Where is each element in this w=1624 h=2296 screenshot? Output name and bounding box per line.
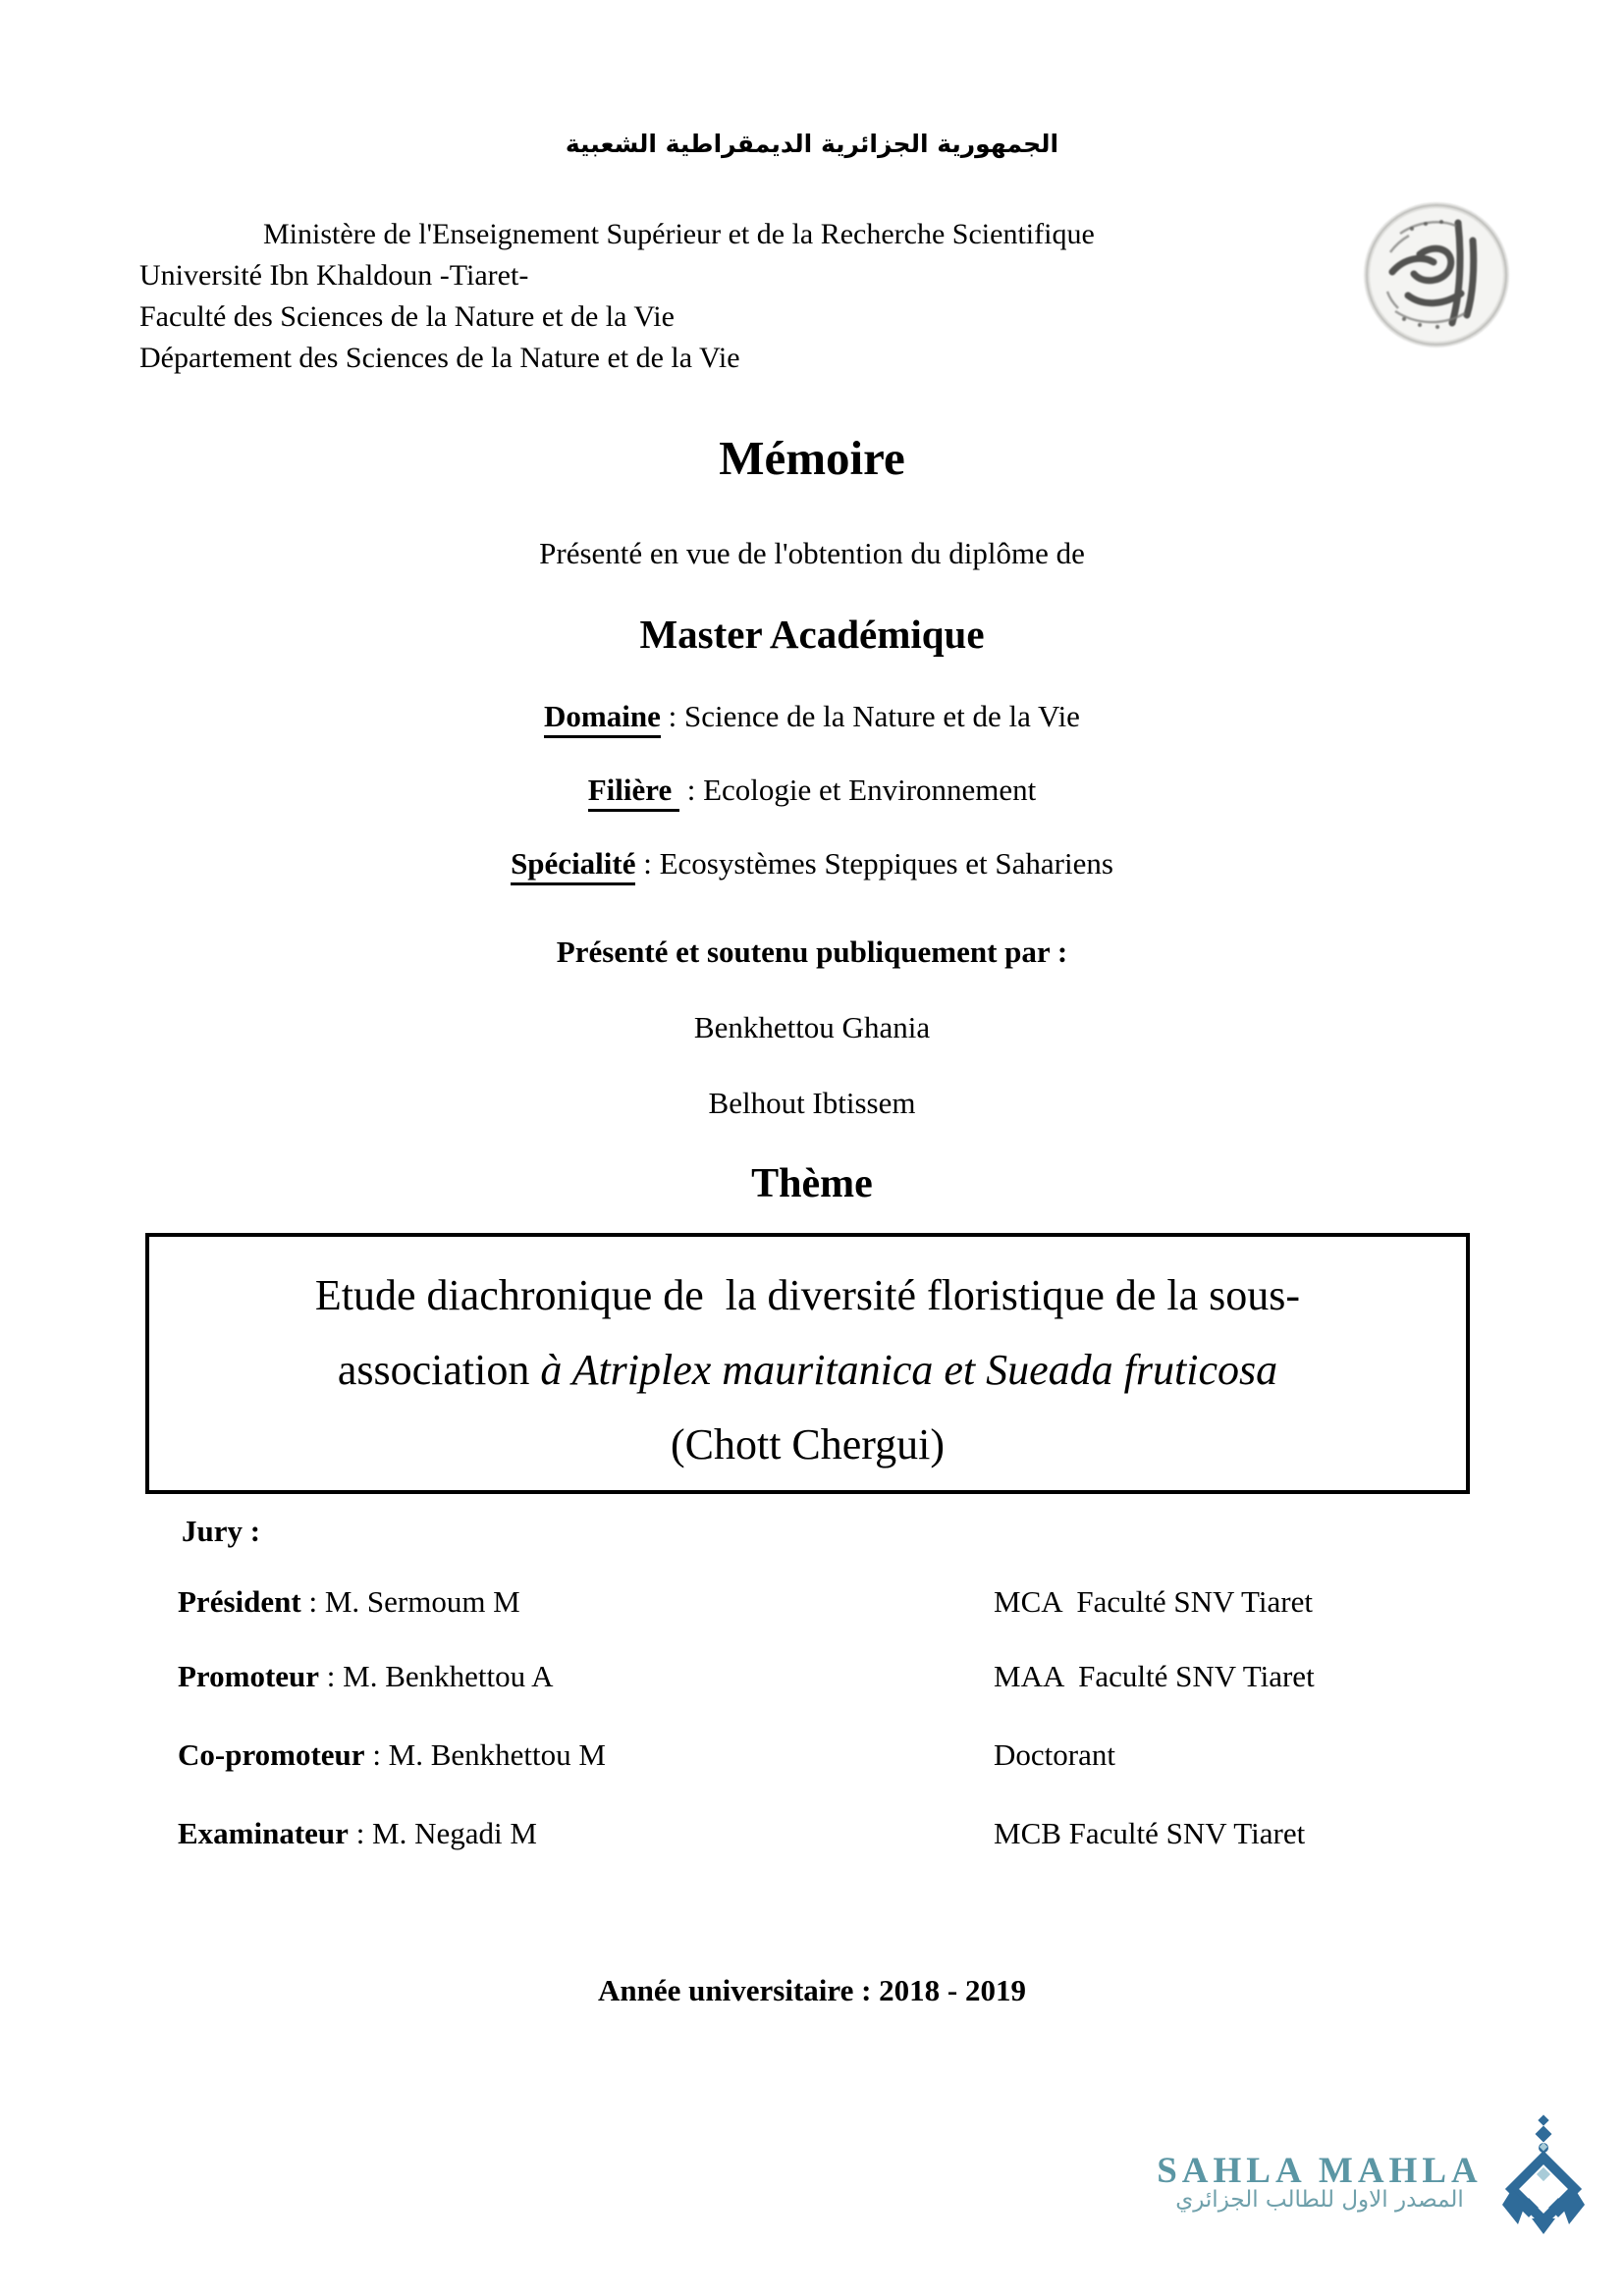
ministry-block xyxy=(139,214,1318,379)
field-row-filiere xyxy=(0,773,1624,808)
field-row-domaine xyxy=(0,699,1624,734)
filiere-value: : Ecologie et Environnement xyxy=(678,773,1037,807)
diploma-intro: Présenté en vue de l'obtention du diplôme de xyxy=(539,536,1085,570)
jury-name: : M. Benkhettou M xyxy=(364,1737,606,1772)
jury-role: Co-promoteur xyxy=(178,1737,365,1772)
theme-box xyxy=(145,1233,1470,1494)
filiere-label: Filière xyxy=(588,773,679,812)
theme-line-2 xyxy=(149,1333,1466,1408)
brand-name-text: SAHLA MAHLA xyxy=(1157,2151,1483,2191)
memoire-title: Mémoire xyxy=(719,431,905,485)
theme-line-2-prefix: association xyxy=(337,1346,541,1394)
arabic-republic-header: الجمهورية الجزائرية الديمقراطية الشعبية xyxy=(565,130,1059,158)
author-name: Belhout Ibtissem xyxy=(708,1086,916,1120)
jury-affiliation: MAA Faculté SNV Tiaret xyxy=(994,1659,1315,1693)
specialite-value: : Ecosystèmes Steppiques et Sahariens xyxy=(635,846,1113,881)
author-name: Benkhettou Ghania xyxy=(693,1010,931,1044)
sahla-mahla-watermark xyxy=(1137,2140,1598,2268)
brand-tagline-arabic: المصدر الاول للطالب الجزائري xyxy=(1175,2187,1464,2213)
theme-line-2-species: à Atriplex mauritanica et Sueada fruticosa xyxy=(540,1346,1278,1394)
field-row-specialite xyxy=(0,846,1624,881)
jury-member xyxy=(178,1816,537,1851)
specialite-label: Spécialité xyxy=(511,846,635,885)
jury-role: Examinateur xyxy=(178,1816,349,1850)
university-line: Université Ibn Khaldoun -Tiaret- xyxy=(139,259,529,292)
brand-emblem-icon xyxy=(1502,2114,1587,2252)
jury-name: : M. Sermoum M xyxy=(300,1584,520,1619)
jury-affiliation: MCA Faculté SNV Tiaret xyxy=(994,1584,1313,1619)
jury-role: Président xyxy=(178,1584,301,1619)
jury-member xyxy=(178,1659,554,1694)
domaine-value: : Science de la Nature et de la Vie xyxy=(660,699,1080,733)
degree-title: Master Académique xyxy=(639,612,985,657)
jury-member xyxy=(178,1584,520,1620)
domaine-label: Domaine xyxy=(544,699,661,738)
jury-member xyxy=(178,1737,606,1773)
jury-name: : M. Benkhettou A xyxy=(319,1659,554,1693)
faculty-line: Faculté des Sciences de la Nature et de la Vie xyxy=(139,300,675,333)
theme-line-1: Etude diachronique de la diversité floristique de la sous- xyxy=(314,1271,1301,1319)
jury-role: Promoteur xyxy=(178,1659,320,1693)
theme-heading: Thème xyxy=(751,1161,873,1206)
university-seal-logo xyxy=(1363,201,1510,348)
presented-by-heading: Présenté et soutenu publiquement par : xyxy=(556,934,1068,969)
theme-line-3: (Chott Chergui) xyxy=(670,1420,946,1468)
department-line: Département des Sciences de la Nature et de la Vie xyxy=(139,342,740,374)
ministry-line: Ministère de l'Enseignement Supérieur et de la Recherche Scientifique xyxy=(263,218,1095,250)
jury-heading: Jury : xyxy=(182,1514,261,1548)
jury-affiliation: MCB Faculté SNV Tiaret xyxy=(994,1816,1306,1850)
jury-name: : M. Negadi M xyxy=(348,1816,537,1850)
jury-affiliation: Doctorant xyxy=(994,1737,1115,1772)
academic-year: Année universitaire : 2018 - 2019 xyxy=(598,1973,1026,2007)
